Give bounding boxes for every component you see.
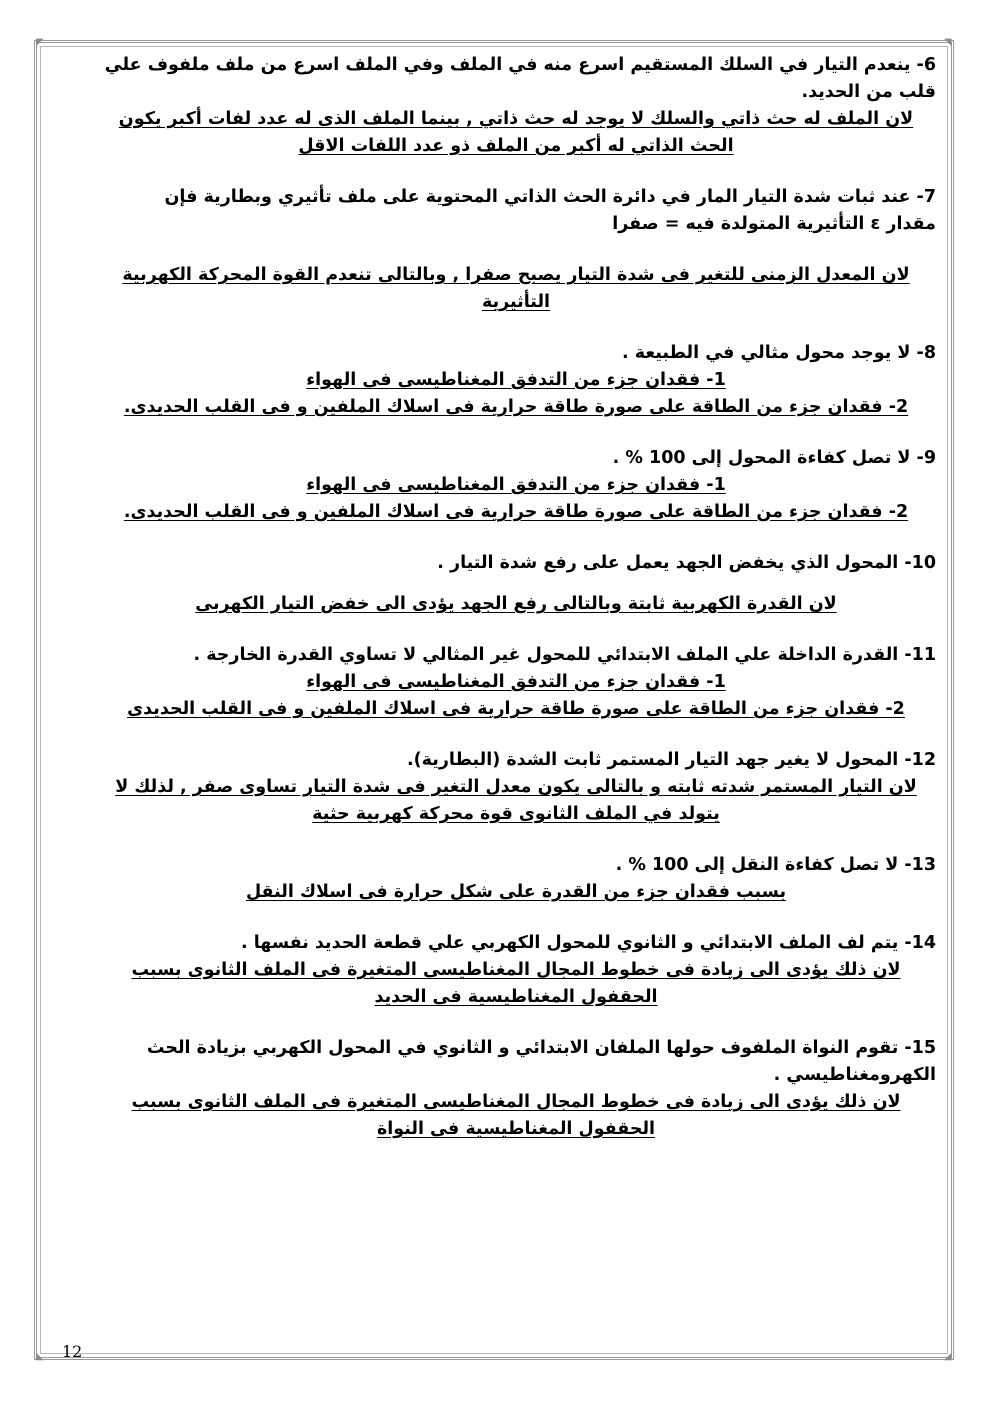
item-11 <box>96 642 936 723</box>
answer-line: 2- فقدان جزء من الطاقة على صورة طاقة حرارية فى اسلاك الملفين و فى القلب الحديدى. <box>123 502 909 522</box>
answer-line: الحقفول المغناطيسية فى النواة <box>376 1119 656 1139</box>
question-line: 14- يتم لف الملف الابتدائي و الثانوي للمحول الكهربي علي قطعة الحديد نفسها . <box>240 933 936 953</box>
answer-line: التأثيرية <box>481 292 551 312</box>
question-line: 11- القدرة الداخلة علي الملف الابتدائي للمحول غير المثالي لا تساوي القدرة الخارجة . <box>193 645 936 665</box>
item-13 <box>96 852 936 906</box>
answer-line: 2- فقدان جزء من الطاقة على صورة طاقة حرارية فى اسلاك الملفين و فى القلب الحديدى <box>127 699 905 719</box>
item-7 <box>96 184 936 316</box>
question-line: 10- المحول الذي يخفض الجهد يعمل على رفع شدة التيار . <box>437 553 936 573</box>
answer-line: يتولد في الملف الثانوى قوة محركة كهربية حثية <box>312 804 720 824</box>
answer-line: لان المعدل الزمنى للتغير فى شدة التيار يصبح صفرا , وبالتالى تنعدم القوة المحركة الكهربية <box>122 265 910 285</box>
answer-line: لان الملف له حث ذاتي والسلك لا يوجد له حث ذاتي , بينما الملف الذى له عدد لفات أكبر يكون <box>118 109 914 129</box>
answer-line: 2- فقدان جزء من الطاقة على صورة طاقة حرارية فى اسلاك الملفين و فى القلب الحديدى. <box>123 397 909 417</box>
question-line: 15- تقوم النواة الملفوف حولها الملفان الابتدائي و الثانوي في المحول الكهربي بزيادة الحث <box>146 1038 936 1058</box>
item-15 <box>96 1035 936 1143</box>
question-line: 7- عند ثبات شدة التيار المار في دائرة الحث الذاتي المحتوية على ملف تأثيري وبطارية فإن <box>164 187 936 207</box>
worksheet-content <box>96 52 936 1143</box>
question-line: مقدار ε التأثيرية المتولدة فيه = صفرا <box>612 214 936 234</box>
answer-line: لان التيار المستمر شدته ثابته و بالتالى يكون معدل التغير فى شدة التيار تساوى صفر , لذلك لا <box>115 777 917 797</box>
answer-line: 1- فقدان جزء من التدفق المغناطيسى فى الهواء <box>306 370 726 390</box>
answer-line: 1- فقدان جزء من التدفق المغناطيسى فى الهواء <box>306 475 726 495</box>
corner-ornament-icon: ◤ <box>36 37 44 48</box>
answer-line: الحقفول المغناطيسية فى الحديد <box>374 987 658 1007</box>
answer-line: 1- فقدان جزء من التدفق المغناطيسى فى الهواء <box>306 672 726 692</box>
item-12 <box>96 747 936 828</box>
answer-line: الحث الذاتي له أكبر من الملف ذو عدد اللفات الاقل <box>298 136 734 156</box>
question-line: 6- ينعدم التيار في السلك المستقيم اسرع منه في الملف وفي الملف اسرع من ملف ملفوف علي <box>104 55 936 75</box>
corner-ornament-icon: ◣ <box>36 1351 44 1362</box>
question-line: 12- المحول لا يغير جهد التيار المستمر ثابت الشدة (البطارية). <box>407 750 936 770</box>
item-6 <box>96 52 936 160</box>
answer-line: لان القدرة الكهربية ثابتة وبالتالى رفع الجهد يؤدى الى خفض التيار الكهربى <box>195 594 837 614</box>
answer-line: بسبب فقدان جزء من القدرة على شكل حرارة فى اسلاك النقل <box>245 882 787 902</box>
corner-ornament-icon: ◥ <box>944 37 952 48</box>
item-9 <box>96 445 936 526</box>
item-14 <box>96 930 936 1011</box>
corner-ornament-icon: ◢ <box>944 1351 952 1362</box>
question-line: 13- لا تصل كفاءة النقل إلى 100 % . <box>615 855 936 875</box>
answer-line: لان ذلك يؤدى الى زيادة فى خطوط المجال المغناطيسى المتغيرة فى الملف الثانوى بسبب <box>131 960 901 980</box>
question-line: 9- لا تصل كفاءة المحول إلى 100 % . <box>612 448 936 468</box>
answer-line: لان ذلك يؤدى الى زيادة فى خطوط المجال المغناطيسى المتغيرة فى الملف الثانوى بسبب <box>131 1092 901 1112</box>
question-line: قلب من الحديد. <box>801 82 936 102</box>
item-8 <box>96 340 936 421</box>
item-10 <box>96 550 936 618</box>
question-line: 8- لا يوجد محول مثالي في الطبيعة . <box>621 343 936 363</box>
question-line: الكهرومغناطيسي . <box>773 1065 936 1085</box>
page-number: 12 <box>62 1342 83 1361</box>
